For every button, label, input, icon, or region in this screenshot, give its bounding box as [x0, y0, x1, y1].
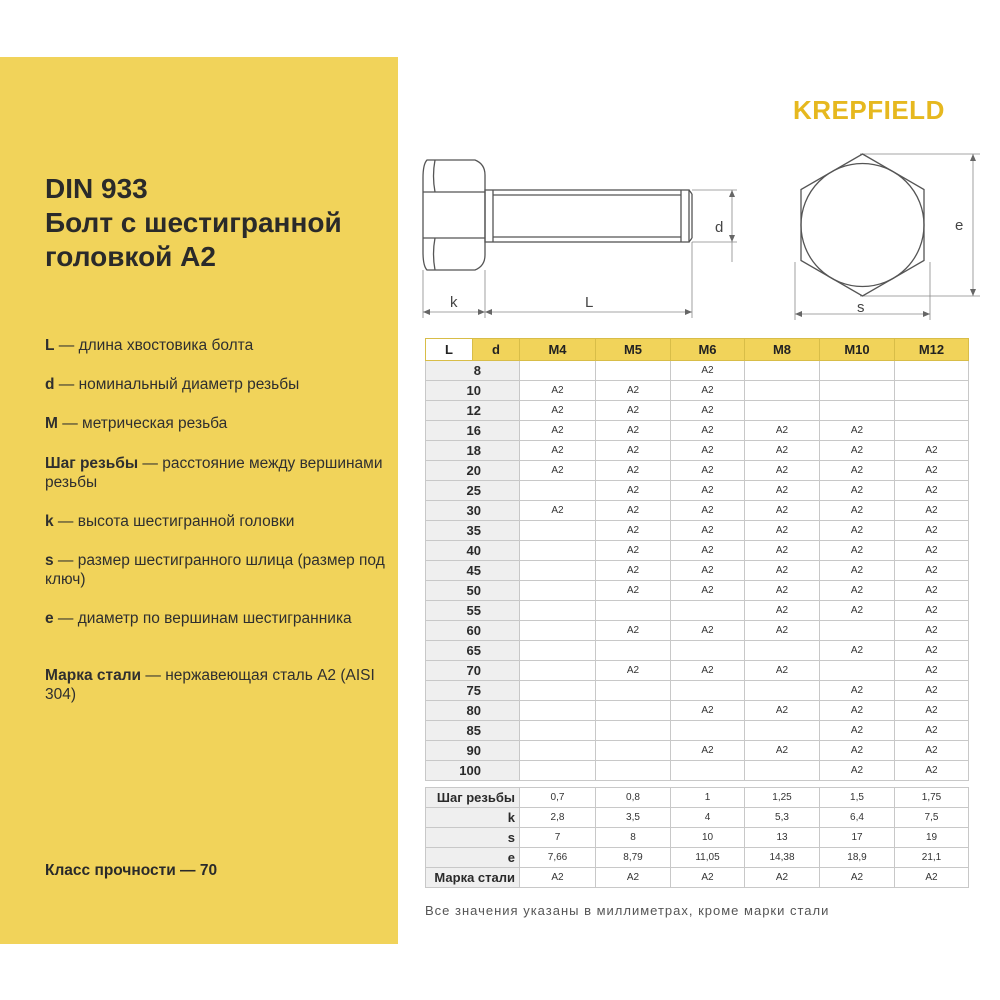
availability-cell: A2: [820, 501, 895, 521]
availability-cell: A2: [820, 741, 895, 761]
definition-item: s — размер шестигранного шлица (размер под ключ): [45, 552, 385, 588]
availability-cell: [671, 601, 745, 621]
availability-cell: A2: [895, 561, 969, 581]
header-d: d: [473, 339, 520, 361]
spec-value: 0,7: [520, 788, 596, 808]
definition-item: e — диаметр по вершинам шестигранника: [45, 610, 352, 627]
length-cell: 10: [426, 381, 520, 401]
definition-item: L — длина хвостовика болта: [45, 337, 254, 354]
availability-cell: [745, 761, 820, 781]
spec-label: e: [426, 848, 520, 868]
hex-inner-circle: [801, 164, 924, 287]
availability-cell: A2: [820, 721, 895, 741]
label-e: e: [955, 217, 964, 234]
table-row: [426, 381, 969, 401]
definition-item: d — номинальный диаметр резьбы: [45, 376, 300, 393]
availability-cell: [520, 581, 596, 601]
availability-cell: A2: [745, 521, 820, 541]
availability-cell: A2: [820, 461, 895, 481]
availability-cell: A2: [596, 421, 671, 441]
availability-cell: [520, 361, 596, 381]
table-row: [426, 421, 969, 441]
length-cell: 60: [426, 621, 520, 641]
availability-cell: A2: [820, 701, 895, 721]
spec-value: 2,8: [520, 808, 596, 828]
spec-value: 1,75: [895, 788, 969, 808]
availability-cell: [596, 761, 671, 781]
spec-value: 1,25: [745, 788, 820, 808]
table-row: [426, 681, 969, 701]
hex-outline: [801, 154, 924, 296]
availability-cell: A2: [596, 501, 671, 521]
spec-value: 14,38: [745, 848, 820, 868]
availability-cell: [745, 681, 820, 701]
table-row: [426, 661, 969, 681]
availability-cell: A2: [820, 641, 895, 661]
header-size: M8: [745, 339, 820, 361]
table-row: [426, 621, 969, 641]
availability-cell: A2: [596, 401, 671, 421]
spec-value: 13: [745, 828, 820, 848]
availability-cell: [895, 401, 969, 421]
availability-cell: [895, 381, 969, 401]
units-note: Все значения указаны в миллиметрах, кроме марки стали: [425, 903, 830, 918]
availability-cell: A2: [745, 621, 820, 641]
availability-cell: [745, 401, 820, 421]
availability-cell: [745, 381, 820, 401]
availability-cell: A2: [745, 581, 820, 601]
length-cell: 85: [426, 721, 520, 741]
availability-cell: A2: [520, 381, 596, 401]
availability-cell: A2: [820, 581, 895, 601]
availability-cell: A2: [671, 401, 745, 421]
availability-cell: A2: [820, 541, 895, 561]
availability-cell: A2: [596, 441, 671, 461]
availability-cell: [895, 361, 969, 381]
availability-cell: A2: [596, 581, 671, 601]
spec-value: 3,5: [596, 808, 671, 828]
label-s: s: [857, 299, 865, 316]
availability-cell: A2: [820, 601, 895, 621]
availability-cell: A2: [596, 461, 671, 481]
spec-row: [426, 828, 969, 848]
title-line-3: головкой А2: [45, 241, 216, 272]
table-row: [426, 601, 969, 621]
availability-cell: [520, 481, 596, 501]
availability-cell: A2: [596, 661, 671, 681]
length-cell: 16: [426, 421, 520, 441]
availability-cell: A2: [520, 441, 596, 461]
availability-cell: A2: [895, 681, 969, 701]
availability-cell: A2: [671, 481, 745, 501]
availability-cell: A2: [520, 461, 596, 481]
availability-cell: A2: [671, 421, 745, 441]
spec-row: [426, 848, 969, 868]
spec-value: 1: [671, 788, 745, 808]
table-row: [426, 401, 969, 421]
availability-cell: [520, 661, 596, 681]
spec-value: A2: [820, 868, 895, 888]
table-row: [426, 741, 969, 761]
availability-cell: A2: [596, 381, 671, 401]
spec-value: 18,9: [820, 848, 895, 868]
spec-value: A2: [745, 868, 820, 888]
spec-value: 10: [671, 828, 745, 848]
availability-cell: [895, 421, 969, 441]
availability-cell: [596, 681, 671, 701]
availability-cell: [671, 681, 745, 701]
availability-cell: A2: [671, 521, 745, 541]
availability-cell: A2: [895, 701, 969, 721]
availability-cell: [745, 721, 820, 741]
availability-cell: A2: [745, 561, 820, 581]
availability-cell: [596, 721, 671, 741]
availability-cell: A2: [745, 541, 820, 561]
spec-value: 1,5: [820, 788, 895, 808]
availability-cell: [520, 621, 596, 641]
title-standard: DIN 933: [45, 173, 148, 204]
spec-value: 19: [895, 828, 969, 848]
header-size: M4: [520, 339, 596, 361]
table-row: [426, 581, 969, 601]
availability-cell: A2: [745, 441, 820, 461]
spec-value: 7,5: [895, 808, 969, 828]
label-k: k: [450, 294, 458, 311]
availability-cell: [520, 761, 596, 781]
strength-class: Класс прочности — 70: [45, 862, 218, 879]
spec-label: Марка стали: [426, 868, 520, 888]
availability-cell: A2: [745, 501, 820, 521]
availability-cell: A2: [671, 541, 745, 561]
availability-cell: A2: [745, 661, 820, 681]
availability-cell: A2: [671, 381, 745, 401]
definition-item: Шаг резьбы — расстояние между вершинами резьбы: [45, 455, 383, 491]
header-size: M6: [671, 339, 745, 361]
length-cell: 20: [426, 461, 520, 481]
table-row: [426, 441, 969, 461]
availability-cell: A2: [671, 701, 745, 721]
availability-cell: A2: [820, 441, 895, 461]
availability-cell: A2: [745, 461, 820, 481]
spec-value: 17: [820, 828, 895, 848]
spec-value: 8,79: [596, 848, 671, 868]
availability-cell: A2: [671, 581, 745, 601]
length-cell: 12: [426, 401, 520, 421]
bolt-drawing: [405, 140, 990, 335]
title-line-2: Болт с шестигранной: [45, 207, 342, 238]
availability-cell: A2: [895, 721, 969, 741]
length-cell: 30: [426, 501, 520, 521]
table-row: [426, 361, 969, 381]
availability-cell: A2: [820, 681, 895, 701]
availability-cell: [520, 561, 596, 581]
availability-cell: A2: [895, 601, 969, 621]
availability-cell: A2: [520, 421, 596, 441]
availability-cell: A2: [520, 501, 596, 521]
bolt-shank: [485, 190, 689, 242]
spec-value: 6,4: [820, 808, 895, 828]
table-row: [426, 521, 969, 541]
availability-cell: A2: [895, 581, 969, 601]
availability-cell: A2: [671, 661, 745, 681]
spec-value: 7,66: [520, 848, 596, 868]
definition-item: k — высота шестигранной головки: [45, 513, 295, 530]
availability-cell: [520, 681, 596, 701]
availability-cell: A2: [671, 501, 745, 521]
spec-value: 0,8: [596, 788, 671, 808]
length-cell: 80: [426, 701, 520, 721]
spec-value: 21,1: [895, 848, 969, 868]
bolt-head-outline: [423, 160, 485, 270]
length-cell: 35: [426, 521, 520, 541]
table-row: [426, 721, 969, 741]
spec-label: Шаг резьбы: [426, 788, 520, 808]
spec-value: 11,05: [671, 848, 745, 868]
definition-item: Марка стали — нержавеющая сталь А2 (AISI 304): [45, 667, 375, 703]
availability-cell: A2: [895, 761, 969, 781]
availability-cell: A2: [745, 601, 820, 621]
table-row: [426, 501, 969, 521]
availability-cell: [596, 641, 671, 661]
availability-cell: A2: [820, 761, 895, 781]
availability-cell: [745, 361, 820, 381]
header-size: M10: [820, 339, 895, 361]
header-size: M5: [596, 339, 671, 361]
table-row: [426, 481, 969, 501]
availability-cell: A2: [596, 541, 671, 561]
availability-cell: [820, 661, 895, 681]
length-cell: 50: [426, 581, 520, 601]
availability-cell: A2: [745, 421, 820, 441]
spec-value: A2: [596, 868, 671, 888]
availability-cell: [671, 721, 745, 741]
spec-value: A2: [671, 868, 745, 888]
availability-cell: [820, 381, 895, 401]
availability-cell: A2: [745, 481, 820, 501]
spec-value: 7: [520, 828, 596, 848]
availability-cell: [671, 761, 745, 781]
availability-cell: A2: [671, 741, 745, 761]
length-cell: 40: [426, 541, 520, 561]
availability-cell: A2: [671, 461, 745, 481]
availability-cell: A2: [820, 521, 895, 541]
spec-value: 4: [671, 808, 745, 828]
table-row: [426, 641, 969, 661]
table-header-row: [426, 339, 969, 361]
length-cell: 55: [426, 601, 520, 621]
availability-cell: A2: [671, 361, 745, 381]
availability-cell: A2: [596, 621, 671, 641]
availability-cell: [820, 401, 895, 421]
spec-row: [426, 788, 969, 808]
availability-cell: [671, 641, 745, 661]
length-cell: 18: [426, 441, 520, 461]
availability-cell: A2: [745, 701, 820, 721]
length-cell: 8: [426, 361, 520, 381]
spec-row: [426, 808, 969, 828]
availability-cell: [820, 621, 895, 641]
availability-cell: A2: [745, 741, 820, 761]
availability-cell: A2: [895, 741, 969, 761]
length-cell: 70: [426, 661, 520, 681]
availability-cell: A2: [895, 441, 969, 461]
availability-cell: A2: [596, 561, 671, 581]
brand-logo: KREPFIELD: [793, 95, 945, 125]
availability-cell: A2: [596, 481, 671, 501]
label-d: d: [715, 219, 724, 236]
header-L: L: [426, 339, 473, 361]
availability-cell: [520, 541, 596, 561]
table-row: [426, 541, 969, 561]
availability-cell: A2: [895, 501, 969, 521]
availability-cell: A2: [895, 481, 969, 501]
availability-cell: [520, 601, 596, 621]
availability-cell: [745, 641, 820, 661]
spec-value: A2: [520, 868, 596, 888]
availability-cell: [596, 361, 671, 381]
availability-cell: [820, 361, 895, 381]
spec-table: [425, 787, 969, 888]
availability-cell: A2: [895, 541, 969, 561]
availability-cell: A2: [520, 401, 596, 421]
availability-cell: A2: [671, 621, 745, 641]
availability-cell: [596, 741, 671, 761]
availability-cell: [520, 641, 596, 661]
spec-label: k: [426, 808, 520, 828]
table-row: [426, 701, 969, 721]
label-L: L: [585, 294, 594, 311]
length-cell: 45: [426, 561, 520, 581]
table-row: [426, 561, 969, 581]
availability-cell: A2: [895, 641, 969, 661]
availability-cell: A2: [820, 421, 895, 441]
availability-table: [425, 338, 969, 781]
availability-cell: A2: [895, 461, 969, 481]
table-row: [426, 761, 969, 781]
length-cell: 75: [426, 681, 520, 701]
availability-cell: [520, 701, 596, 721]
availability-cell: A2: [596, 521, 671, 541]
length-cell: 65: [426, 641, 520, 661]
definition-item: M — метрическая резьба: [45, 415, 228, 432]
table-row: [426, 461, 969, 481]
availability-cell: A2: [671, 561, 745, 581]
availability-cell: [520, 521, 596, 541]
availability-cell: [596, 601, 671, 621]
availability-cell: [520, 741, 596, 761]
availability-cell: A2: [671, 441, 745, 461]
length-cell: 25: [426, 481, 520, 501]
spec-label: s: [426, 828, 520, 848]
spec-value: 5,3: [745, 808, 820, 828]
availability-cell: A2: [895, 661, 969, 681]
availability-cell: A2: [820, 561, 895, 581]
spec-value: 8: [596, 828, 671, 848]
length-cell: 90: [426, 741, 520, 761]
length-cell: 100: [426, 761, 520, 781]
availability-cell: A2: [820, 481, 895, 501]
availability-cell: [596, 701, 671, 721]
spec-row: [426, 868, 969, 888]
availability-cell: [520, 721, 596, 741]
availability-cell: A2: [895, 621, 969, 641]
page-title: [45, 172, 342, 274]
availability-cell: A2: [895, 521, 969, 541]
spec-value: A2: [895, 868, 969, 888]
header-size: M12: [895, 339, 969, 361]
